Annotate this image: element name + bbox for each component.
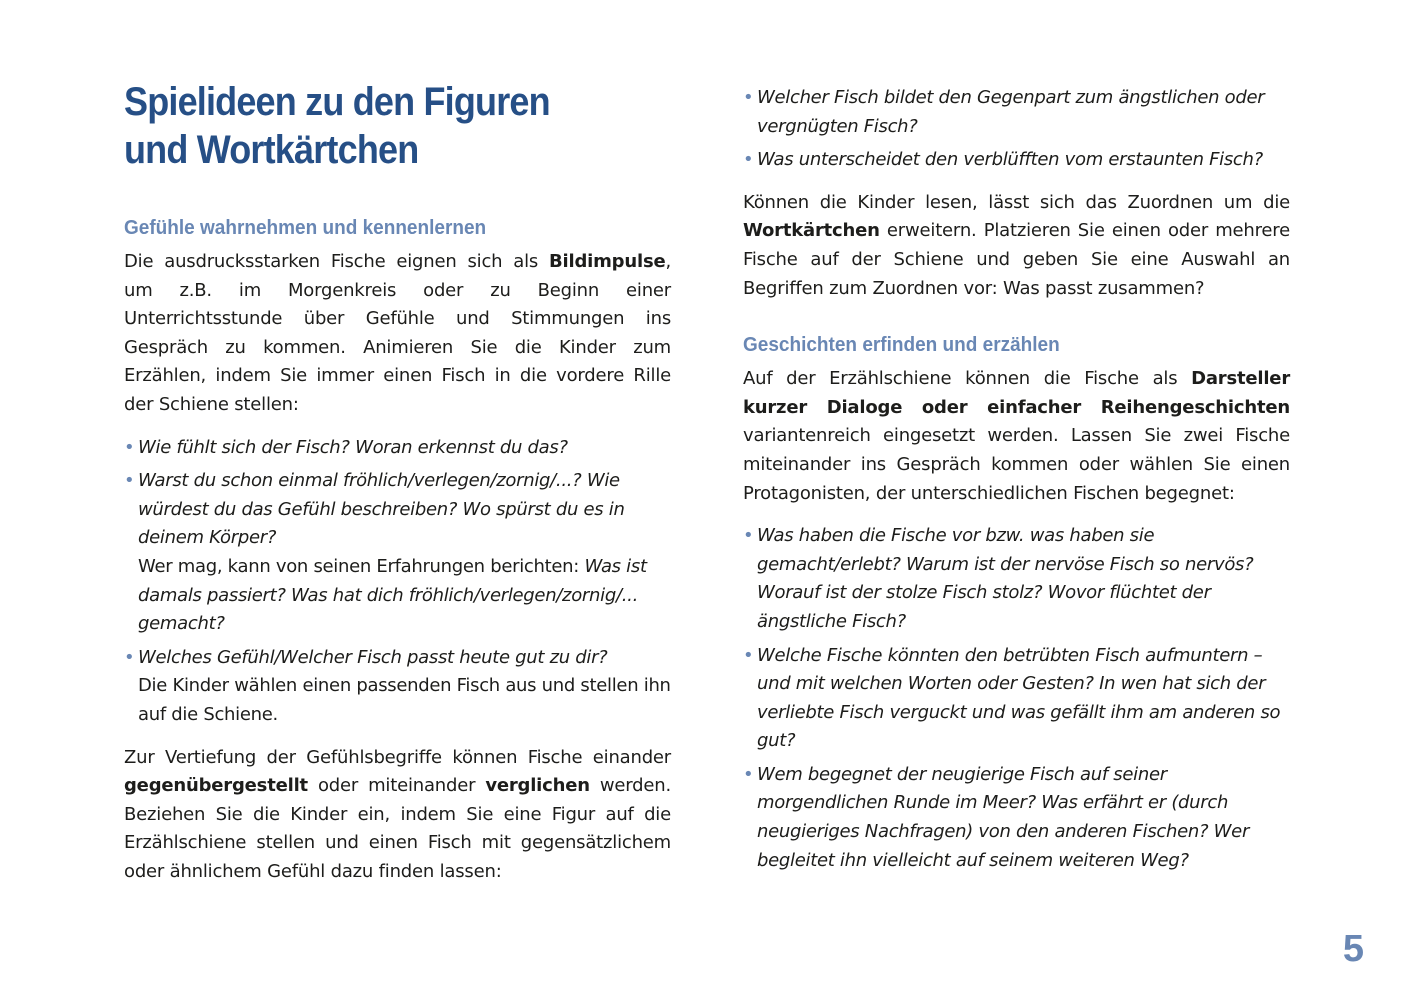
list-item: [124, 644, 671, 730]
question-text: Was unterscheidet den verblüfften vom erstaunten Fisch?: [757, 149, 1263, 171]
page-number: 5: [1342, 928, 1364, 970]
para1-text-a: Können die Kinder lesen, lässt sich das Zuordnen um die: [743, 191, 1290, 213]
question-list-stories: [743, 522, 1290, 875]
intro-bold-bildimpulse: Bildimpulse: [549, 251, 666, 272]
list-item: [124, 467, 671, 639]
outro-bold-gegenuebergestellt: gegenübergestellt: [124, 775, 308, 797]
para2-text-c: variantenreich eingesetzt werden. Lassen Sie zwei Fische miteinander ins Gespräch kommen oder wählen Sie einen Protagonisten, der unterschiedlichen Fischen begegnet:: [743, 425, 1290, 504]
para2-text-a: Auf der Erzählschiene können die Fische als: [743, 368, 1192, 390]
follow-up-text: [138, 553, 671, 639]
follow-up-plain: Wer mag, kann von seinen Erfahrungen berichten:: [138, 555, 585, 577]
page-title: [124, 78, 628, 174]
left-section: [124, 214, 671, 886]
question-text: Was haben die Fische vor bzw. was haben sie gemacht/erlebt? Warum ist der nervöse Fisch so nervös? Worauf ist der stolze Fisch stolz? Wovor flüchtet der ängstliche Fisch?: [757, 525, 1254, 632]
outro-text-c: oder miteinander: [307, 775, 486, 797]
intro-text-c: , um z.B. im Morgenkreis oder zu Beginn einer Unterrichtsstunde über Gefühle und Stimmungen ins Gespräch zu kommen. Animieren Sie die Kinder zum Erzählen, indem Sie immer einen Fisch in die vordere Rille der Schiene stellen:: [124, 251, 671, 415]
para1-text-c: erweitern. Platzieren Sie einen oder mehrere Fische auf der Schiene und geben Sie eine Auswahl an Begriffen zum Zuordnen vor: Was passt zusammen?: [743, 220, 1290, 299]
outro-text-e: werden. Beziehen Sie die Kinder ein, indem Sie eine Figur auf die Erzählschiene stellen und einen Fisch mit gegensätzlichem oder ähnlichem Gefühl dazu finden lassen:: [124, 775, 671, 882]
outro-paragraph: [124, 744, 671, 887]
intro-text-a: Die ausdrucksstarken Fische eignen sich als: [124, 251, 549, 272]
question-list-comparison: [743, 84, 1290, 175]
page-title-line-2: und Wortkärtchen: [124, 128, 419, 172]
outro-text-a: Zur Vertiefung der Gefühlsbegriffe können Fische einander: [124, 746, 671, 768]
list-item: [743, 146, 1290, 175]
list-item: [124, 434, 671, 463]
list-item: [743, 761, 1290, 875]
question-text: Wie fühlt sich der Fisch? Woran erkennst du das?: [138, 436, 568, 458]
para2-bold-darsteller: Darsteller kurzer Dialoge oder einfacher Reihengeschichten: [743, 368, 1290, 418]
list-item: [743, 522, 1290, 636]
question-text: Welche Fische könnten den betrübten Fisch aufmuntern – und mit welchen Worten oder Gesten? In wen hat sich der verliebte Fisch verguckt und was gefällt ihm am anderen so gut?: [757, 644, 1281, 752]
question-text: • Warst du schon einmal fröhlich/verlegen/zornig/...? Wie würdest du das Gefühl beschreiben? Wo spürst du es in deinem Körper?: [138, 470, 625, 549]
list-item: [743, 84, 1290, 141]
question-text: Welcher Fisch bildet den Gegenpart zum ängstlichen oder vergnügten Fisch?: [757, 87, 1265, 137]
list-item: [743, 642, 1290, 756]
follow-up-question: Was ist damals passiert? Was hat dich fröhlich/verlegen/zornig/... gemacht?: [138, 555, 647, 635]
right-section: [743, 84, 1290, 875]
question-text: • Welches Gefühl/Welcher Fisch passt heute gut zu dir?: [138, 646, 608, 668]
page-title-line-1: Spielideen zu den Figuren: [124, 80, 550, 124]
outro-bold-verglichen: verglichen: [485, 775, 590, 797]
question-text: Wem begegnet der neugierige Fisch auf seiner morgendlichen Runde im Meer? Was erfährt er (durch neugieriges Nachfragen) von den anderen Fischen? Wer begleitet ihn vielleicht auf seinem weiteren Weg?: [757, 763, 1250, 871]
follow-up-plain: Die Kinder wählen einen passenden Fisch aus und stellen ihn auf die Schiene.: [138, 675, 671, 725]
para1-bold-wortkaertchen: Wortkärtchen: [743, 220, 880, 242]
section-heading-feelings: Gefühle wahrnehmen und kennenlernen: [124, 217, 487, 239]
intro-paragraph: [124, 248, 671, 420]
stories-paragraph: [743, 365, 1290, 508]
question-list-feelings: [124, 434, 671, 730]
section-heading-stories: Geschichten erfinden und erzählen: [743, 334, 1060, 357]
wortkaertchen-paragraph: [743, 189, 1290, 303]
